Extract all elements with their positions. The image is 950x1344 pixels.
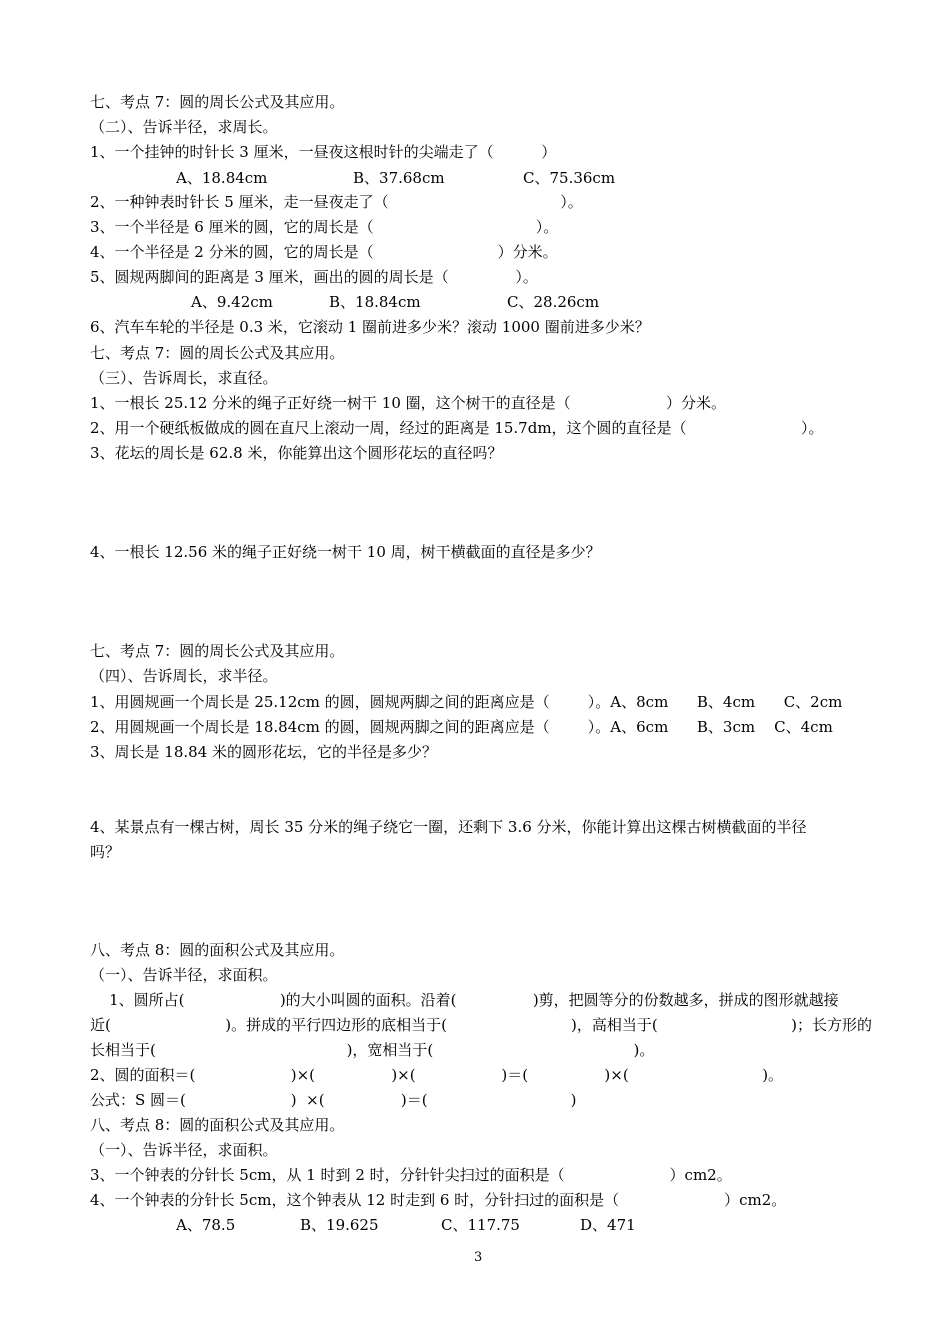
question-1-continued: 长相当于( )，宽相当于( )。 [90, 1041, 655, 1059]
question-2: 2、圆的面积＝( )×( )×( )＝( )×( )。 [90, 1066, 784, 1084]
option-b: B、19.625 [300, 1216, 379, 1234]
question-1: 1、一个挂钟的时针长 3 厘米，一昼夜这根时针的尖端走了（ ） [90, 143, 557, 161]
option-a: A、9.42cm [191, 293, 273, 311]
question-2: 2、一种钟表时针长 5 厘米，走一昼夜走了（ ）。 [90, 193, 583, 211]
section-heading: 七、考点 7：圆的周长公式及其应用。 [90, 344, 345, 362]
option-c: C、28.26cm [507, 293, 600, 311]
option-d: D、471 [580, 1216, 636, 1234]
question-1: 1、圆所占( )的大小叫圆的面积。沿着( )剪，把圆等分的份数越多，拼成的图形就越接 [90, 991, 839, 1009]
question-2: 2、用一个硬纸板做成的圆在直尺上滚动一周，经过的距离是 15.7dm，这个圆的直径是（ ）。 [90, 419, 824, 437]
question-4-continued: 吗？ [90, 843, 121, 861]
question-1: 1、用圆规画一个周长是 25.12cm 的圆，圆规两脚之间的距离应是（ ）。A、8cm B、4cm C、2cm [90, 693, 843, 711]
question-1: 1、一根长 25.12 分米的绳子正好绕一树干 10 圈，这个树干的直径是（ ）分米。 [90, 394, 727, 412]
subsection-heading: （二）、告诉半径，求周长。 [90, 118, 278, 136]
option-a: A、18.84cm [176, 169, 268, 187]
page-number: 3 [474, 1250, 483, 1265]
question-4: 4、某景点有一棵古树，周长 35 分米的绳子绕它一圈，还剩下 3.6 分米，你能计算出这棵古树横截面的半径 [90, 818, 807, 836]
section-heading: 七、考点 7：圆的周长公式及其应用。 [90, 93, 345, 111]
question-5: 5、圆规两脚间的距离是 3 厘米，画出的圆的周长是（ ）。 [90, 268, 538, 286]
option-b: B、18.84cm [329, 293, 421, 311]
question-3: 3、花坛的周长是 62.8 米，你能算出这个圆形花坛的直径吗？ [90, 444, 503, 462]
subsection-heading: （四）、告诉周长，求半径。 [90, 667, 278, 685]
option-c: C、117.75 [441, 1216, 520, 1234]
formula: 公式：S 圆＝( ) ×( )＝( ) [90, 1091, 577, 1109]
question-4: 4、一个半径是 2 分米的圆，它的周长是（ ）分米。 [90, 243, 558, 261]
subsection-heading: （三）、告诉周长，求直径。 [90, 369, 278, 387]
subsection-heading: （一）、告诉半径，求面积。 [90, 1141, 278, 1159]
option-c: C、75.36cm [523, 169, 616, 187]
subsection-heading: （一）、告诉半径，求面积。 [90, 966, 278, 984]
option-b: B、37.68cm [353, 169, 445, 187]
section-heading: 八、考点 8：圆的面积公式及其应用。 [90, 1116, 345, 1134]
question-2: 2、用圆规画一个周长是 18.84cm 的圆，圆规两脚之间的距离应是（ ）。A、6cm B、3cm C、4cm [90, 718, 833, 736]
question-4: 4、一个钟表的分针长 5cm，这个钟表从 12 时走到 6 时，分针扫过的面积是（ ）cm2。 [90, 1191, 787, 1209]
question-3: 3、一个钟表的分针长 5cm，从 1 时到 2 时，分针针尖扫过的面积是（ ）cm2。 [90, 1166, 732, 1184]
question-1-continued: 近( )。拼成的平行四边形的底相当于( )，高相当于( )；长方形的 [90, 1016, 873, 1034]
question-6: 6、汽车车轮的半径是 0.3 米，它滚动 1 圈前进多少米？滚动 1000 圈前进多少米？ [90, 318, 650, 336]
question-3: 3、一个半径是 6 厘米的圆，它的周长是（ ）。 [90, 218, 559, 236]
option-a: A、78.5 [176, 1216, 236, 1234]
section-heading: 八、考点 8：圆的面积公式及其应用。 [90, 941, 345, 959]
section-heading: 七、考点 7：圆的周长公式及其应用。 [90, 642, 345, 660]
question-3: 3、周长是 18.84 米的圆形花坛，它的半径是多少？ [90, 743, 438, 761]
question-4: 4、一根长 12.56 米的绳子正好绕一树干 10 周，树干横截面的直径是多少？ [90, 543, 601, 561]
